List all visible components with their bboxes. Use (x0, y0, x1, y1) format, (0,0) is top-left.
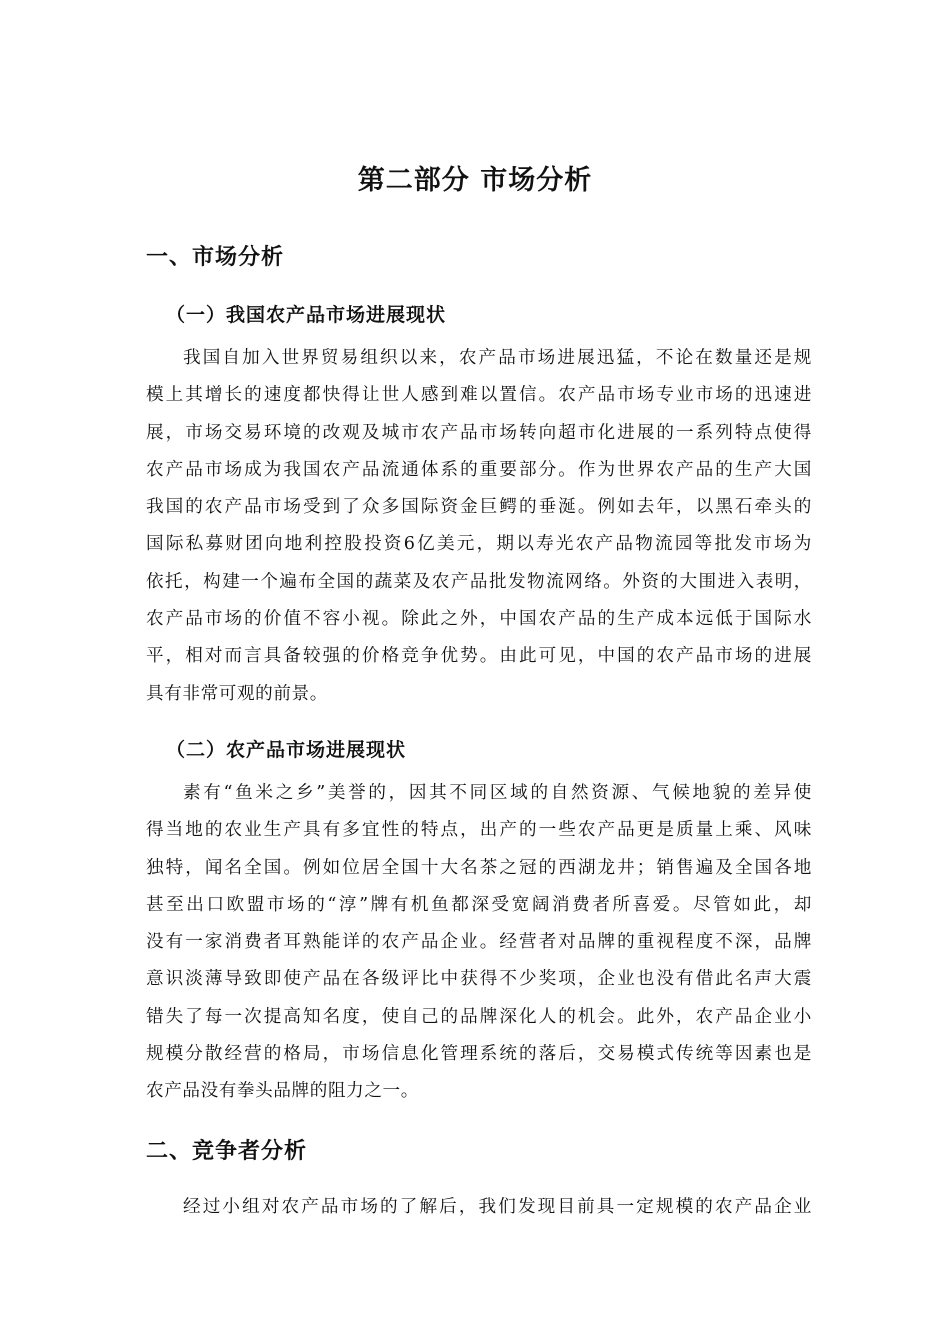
paragraph-line: 独特，闻名全国。例如位居全国十大名茶之冠的西湖龙井；销售遍及全国各地 (146, 857, 812, 878)
section-heading-competitor-analysis: 二、竞争者分析 (146, 1138, 308, 1164)
paragraph-line: 农产品没有拳头品牌的阻力之一。 (146, 1081, 419, 1102)
subsection-heading-agri-market-status: （二）农产品市场进展现状 (166, 739, 407, 761)
paragraph-line: 意识淡薄导致即使产品在各级评比中获得不少奖项，企业也没有借此名声大震 (146, 969, 812, 990)
paragraph-market-status (146, 340, 812, 713)
paragraph-line: 具有非常可观的前景。 (146, 683, 328, 704)
paragraph-line: 平，相对而言具备较强的价格竞争优势。由此可见，中国的农产品市场的进展 (146, 646, 812, 667)
page-title: 第二部分 市场分析 (357, 165, 593, 196)
paragraph-line: 素有“鱼米之乡”美誉的，因其不同区域的自然资源、气候地貌的差异使 (183, 783, 812, 803)
paragraph-competitor-analysis (146, 1189, 812, 1226)
subsection-heading-market-status: （一）我国农产品市场进展现状 (166, 304, 447, 326)
paragraph-line: 农产品市场成为我国农产品流通体系的重要部分。作为世界农产品的生产大国 (146, 459, 812, 480)
paragraph-line: 错失了每一次提高知名度，使自己的品牌深化人的机会。此外，农产品企业小 (146, 1006, 812, 1027)
paragraph-line: 展，市场交易环境的改观及城市农产品市场转向超市化进展的一系列特点使得 (146, 422, 812, 443)
paragraph-line: 经过小组对农产品市场的了解后，我们发现目前具一定规模的农产品企业 (183, 1197, 812, 1217)
section-heading-market-analysis: 一、市场分析 (146, 244, 285, 270)
paragraph-line: 我国自加入世界贸易组织以来，农产品市场进展迅猛，不论在数量还是规 (183, 348, 812, 368)
paragraph-line: 农产品市场的价值不容小视。除此之外，中国农产品的生产成本远低于国际水 (146, 609, 812, 630)
paragraph-line: 我国的农产品市场受到了众多国际资金巨鳄的垂涎。例如去年，以黑石牵头的 (146, 497, 812, 518)
paragraph-line: 模上其增长的速度都快得让世人感到难以置信。农产品市场专业市场的迅速进 (146, 385, 812, 406)
paragraph-line: 规模分散经营的格局，市场信息化管理系统的落后，交易模式传统等因素也是 (146, 1044, 812, 1065)
paragraph-agri-market-status (146, 775, 812, 1111)
paragraph-line: 依托，构建一个遍布全国的蔬菜及农产品批发物流网络。外资的大围进入表明， (146, 571, 812, 592)
paragraph-line: 没有一家消费者耳熟能详的农产品企业。经营者对品牌的重视程度不深，品牌 (146, 932, 812, 953)
paragraph-line: 国际私募财团向地利控股投资6亿美元，期以寿光农产品物流园等批发市场为 (146, 534, 812, 555)
paragraph-line: 甚至出口欧盟市场的“淳”牌有机鱼都深受宽阔消费者所喜爱。尽管如此，却 (146, 894, 812, 915)
paragraph-line: 得当地的农业生产具有多宜性的特点，出产的一些农产品更是质量上乘、风味 (146, 820, 812, 841)
